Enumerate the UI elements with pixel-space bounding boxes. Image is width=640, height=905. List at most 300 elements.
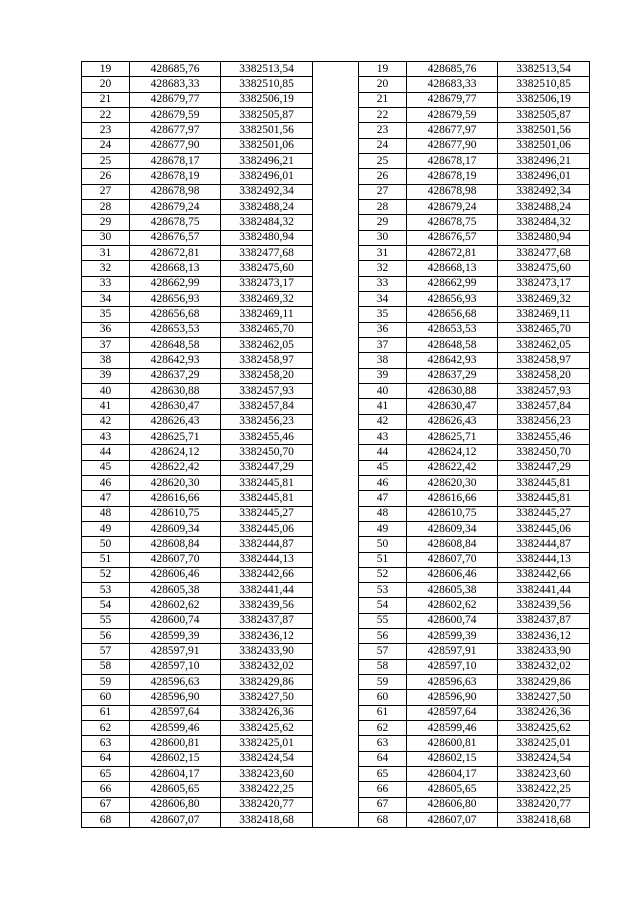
right-y-coordinate-cell: 3382501,06	[498, 138, 590, 153]
right-point-number-cell: 39	[359, 368, 407, 383]
left-point-number-cell: 62	[82, 721, 130, 736]
left-x-coordinate-cell: 428620,30	[130, 475, 221, 490]
left-point-number-cell: 52	[82, 567, 130, 582]
right-point-number-cell: 66	[359, 782, 407, 797]
right-x-coordinate-cell: 428605,65	[407, 782, 498, 797]
column-gap	[313, 506, 359, 521]
table-row	[82, 491, 590, 506]
left-y-coordinate-cell: 3382469,32	[221, 291, 313, 306]
left-x-coordinate-cell: 428678,75	[130, 215, 221, 230]
right-x-coordinate-cell: 428597,64	[407, 705, 498, 720]
left-y-coordinate-cell: 3382457,93	[221, 383, 313, 398]
left-y-coordinate-cell: 3382455,46	[221, 429, 313, 444]
right-y-coordinate-cell: 3382456,23	[498, 414, 590, 429]
right-x-coordinate-cell: 428610,75	[407, 506, 498, 521]
right-y-coordinate-cell: 3382513,54	[498, 62, 590, 77]
right-point-number-cell: 36	[359, 322, 407, 337]
left-point-number-cell: 38	[82, 353, 130, 368]
column-gap	[313, 751, 359, 766]
right-x-coordinate-cell: 428637,29	[407, 368, 498, 383]
left-x-coordinate-cell: 428648,58	[130, 337, 221, 352]
right-y-coordinate-cell: 3382427,50	[498, 690, 590, 705]
table-row	[82, 245, 590, 260]
left-y-coordinate-cell: 3382445,27	[221, 506, 313, 521]
column-gap	[313, 767, 359, 782]
right-y-coordinate-cell: 3382436,12	[498, 629, 590, 644]
coordinates-table	[81, 61, 590, 828]
right-point-number-cell: 22	[359, 107, 407, 122]
left-y-coordinate-cell: 3382436,12	[221, 629, 313, 644]
right-point-number-cell: 62	[359, 721, 407, 736]
table-row	[82, 659, 590, 674]
column-gap	[313, 445, 359, 460]
left-y-coordinate-cell: 3382488,24	[221, 199, 313, 214]
column-gap	[313, 138, 359, 153]
left-x-coordinate-cell: 428599,46	[130, 721, 221, 736]
left-x-coordinate-cell: 428679,77	[130, 92, 221, 107]
right-y-coordinate-cell: 3382458,20	[498, 368, 590, 383]
right-x-coordinate-cell: 428679,24	[407, 199, 498, 214]
right-y-coordinate-cell: 3382424,54	[498, 751, 590, 766]
left-x-coordinate-cell: 428685,76	[130, 62, 221, 77]
left-x-coordinate-cell: 428630,88	[130, 383, 221, 398]
left-point-number-cell: 29	[82, 215, 130, 230]
right-x-coordinate-cell: 428616,66	[407, 491, 498, 506]
column-gap	[313, 337, 359, 352]
right-y-coordinate-cell: 3382445,81	[498, 475, 590, 490]
left-point-number-cell: 46	[82, 475, 130, 490]
column-gap	[313, 491, 359, 506]
right-y-coordinate-cell: 3382444,87	[498, 537, 590, 552]
right-x-coordinate-cell: 428668,13	[407, 261, 498, 276]
right-x-coordinate-cell: 428605,38	[407, 583, 498, 598]
right-x-coordinate-cell: 428678,75	[407, 215, 498, 230]
table-row	[82, 629, 590, 644]
left-point-number-cell: 63	[82, 736, 130, 751]
left-point-number-cell: 58	[82, 659, 130, 674]
right-y-coordinate-cell: 3382506,19	[498, 92, 590, 107]
right-x-coordinate-cell: 428685,76	[407, 62, 498, 77]
table-row	[82, 153, 590, 168]
left-point-number-cell: 60	[82, 690, 130, 705]
right-x-coordinate-cell: 428672,81	[407, 245, 498, 260]
right-y-coordinate-cell: 3382480,94	[498, 230, 590, 245]
right-point-number-cell: 24	[359, 138, 407, 153]
right-x-coordinate-cell: 428599,46	[407, 721, 498, 736]
right-x-coordinate-cell: 428606,46	[407, 567, 498, 582]
right-y-coordinate-cell: 3382457,84	[498, 399, 590, 414]
column-gap	[313, 567, 359, 582]
left-point-number-cell: 50	[82, 537, 130, 552]
right-y-coordinate-cell: 3382501,56	[498, 123, 590, 138]
left-point-number-cell: 40	[82, 383, 130, 398]
column-gap	[313, 475, 359, 490]
left-point-number-cell: 42	[82, 414, 130, 429]
right-y-coordinate-cell: 3382455,46	[498, 429, 590, 444]
column-gap	[313, 322, 359, 337]
table-row	[82, 199, 590, 214]
right-y-coordinate-cell: 3382437,87	[498, 613, 590, 628]
left-x-coordinate-cell: 428600,81	[130, 736, 221, 751]
left-point-number-cell: 59	[82, 675, 130, 690]
right-point-number-cell: 27	[359, 184, 407, 199]
left-point-number-cell: 56	[82, 629, 130, 644]
left-y-coordinate-cell: 3382427,50	[221, 690, 313, 705]
left-y-coordinate-cell: 3382433,90	[221, 644, 313, 659]
right-y-coordinate-cell: 3382442,66	[498, 567, 590, 582]
right-point-number-cell: 67	[359, 797, 407, 812]
right-x-coordinate-cell: 428648,58	[407, 337, 498, 352]
left-point-number-cell: 26	[82, 169, 130, 184]
right-point-number-cell: 37	[359, 337, 407, 352]
right-y-coordinate-cell: 3382432,02	[498, 659, 590, 674]
column-gap	[313, 583, 359, 598]
table-row	[82, 767, 590, 782]
left-y-coordinate-cell: 3382505,87	[221, 107, 313, 122]
left-point-number-cell: 34	[82, 291, 130, 306]
right-y-coordinate-cell: 3382458,97	[498, 353, 590, 368]
right-x-coordinate-cell: 428625,71	[407, 429, 498, 444]
right-x-coordinate-cell: 428607,70	[407, 552, 498, 567]
right-y-coordinate-cell: 3382457,93	[498, 383, 590, 398]
left-y-coordinate-cell: 3382501,06	[221, 138, 313, 153]
right-point-number-cell: 57	[359, 644, 407, 659]
right-point-number-cell: 56	[359, 629, 407, 644]
left-x-coordinate-cell: 428679,24	[130, 199, 221, 214]
left-x-coordinate-cell: 428597,64	[130, 705, 221, 720]
right-y-coordinate-cell: 3382420,77	[498, 797, 590, 812]
left-y-coordinate-cell: 3382423,60	[221, 767, 313, 782]
right-x-coordinate-cell: 428604,17	[407, 767, 498, 782]
column-gap	[313, 521, 359, 536]
left-x-coordinate-cell: 428616,66	[130, 491, 221, 506]
left-x-coordinate-cell: 428622,42	[130, 460, 221, 475]
column-gap	[313, 598, 359, 613]
right-x-coordinate-cell: 428678,98	[407, 184, 498, 199]
right-point-number-cell: 28	[359, 199, 407, 214]
table-row	[82, 123, 590, 138]
right-point-number-cell: 42	[359, 414, 407, 429]
right-y-coordinate-cell: 3382447,29	[498, 460, 590, 475]
left-x-coordinate-cell: 428596,63	[130, 675, 221, 690]
right-y-coordinate-cell: 3382439,56	[498, 598, 590, 613]
left-x-coordinate-cell: 428678,19	[130, 169, 221, 184]
table-row	[82, 460, 590, 475]
column-gap	[313, 153, 359, 168]
right-y-coordinate-cell: 3382469,11	[498, 307, 590, 322]
left-y-coordinate-cell: 3382477,68	[221, 245, 313, 260]
left-x-coordinate-cell: 428607,70	[130, 552, 221, 567]
right-y-coordinate-cell: 3382445,06	[498, 521, 590, 536]
left-x-coordinate-cell: 428602,62	[130, 598, 221, 613]
left-x-coordinate-cell: 428676,57	[130, 230, 221, 245]
left-y-coordinate-cell: 3382510,85	[221, 77, 313, 92]
left-x-coordinate-cell: 428630,47	[130, 399, 221, 414]
left-point-number-cell: 51	[82, 552, 130, 567]
right-point-number-cell: 68	[359, 813, 407, 828]
column-gap	[313, 399, 359, 414]
column-gap	[313, 414, 359, 429]
right-point-number-cell: 50	[359, 537, 407, 552]
column-gap	[313, 705, 359, 720]
left-y-coordinate-cell: 3382480,94	[221, 230, 313, 245]
table-row	[82, 690, 590, 705]
right-x-coordinate-cell: 428626,43	[407, 414, 498, 429]
right-x-coordinate-cell: 428622,42	[407, 460, 498, 475]
left-point-number-cell: 48	[82, 506, 130, 521]
right-y-coordinate-cell: 3382510,85	[498, 77, 590, 92]
right-point-number-cell: 26	[359, 169, 407, 184]
right-point-number-cell: 33	[359, 276, 407, 291]
right-point-number-cell: 49	[359, 521, 407, 536]
left-y-coordinate-cell: 3382426,36	[221, 705, 313, 720]
table-row	[82, 383, 590, 398]
right-point-number-cell: 54	[359, 598, 407, 613]
left-y-coordinate-cell: 3382425,62	[221, 721, 313, 736]
right-x-coordinate-cell: 428653,53	[407, 322, 498, 337]
column-gap	[313, 383, 359, 398]
right-point-number-cell: 21	[359, 92, 407, 107]
left-y-coordinate-cell: 3382458,97	[221, 353, 313, 368]
table-row	[82, 92, 590, 107]
left-x-coordinate-cell: 428678,17	[130, 153, 221, 168]
left-x-coordinate-cell: 428624,12	[130, 445, 221, 460]
column-gap	[313, 276, 359, 291]
column-gap	[313, 813, 359, 828]
right-point-number-cell: 58	[359, 659, 407, 674]
right-point-number-cell: 65	[359, 767, 407, 782]
right-y-coordinate-cell: 3382475,60	[498, 261, 590, 276]
right-y-coordinate-cell: 3382418,68	[498, 813, 590, 828]
left-x-coordinate-cell: 428668,13	[130, 261, 221, 276]
column-gap	[313, 797, 359, 812]
left-point-number-cell: 24	[82, 138, 130, 153]
right-y-coordinate-cell: 3382477,68	[498, 245, 590, 260]
left-x-coordinate-cell: 428679,59	[130, 107, 221, 122]
column-gap	[313, 552, 359, 567]
left-point-number-cell: 23	[82, 123, 130, 138]
right-y-coordinate-cell: 3382441,44	[498, 583, 590, 598]
right-point-number-cell: 64	[359, 751, 407, 766]
table-row	[82, 107, 590, 122]
left-x-coordinate-cell: 428609,34	[130, 521, 221, 536]
table-row	[82, 353, 590, 368]
right-point-number-cell: 25	[359, 153, 407, 168]
column-gap	[313, 721, 359, 736]
right-y-coordinate-cell: 3382422,25	[498, 782, 590, 797]
column-gap	[313, 353, 359, 368]
column-gap	[313, 77, 359, 92]
left-y-coordinate-cell: 3382444,87	[221, 537, 313, 552]
left-point-number-cell: 27	[82, 184, 130, 199]
right-x-coordinate-cell: 428596,90	[407, 690, 498, 705]
left-point-number-cell: 33	[82, 276, 130, 291]
left-x-coordinate-cell: 428656,68	[130, 307, 221, 322]
right-point-number-cell: 35	[359, 307, 407, 322]
column-gap	[313, 368, 359, 383]
right-point-number-cell: 34	[359, 291, 407, 306]
right-x-coordinate-cell: 428677,97	[407, 123, 498, 138]
right-y-coordinate-cell: 3382462,05	[498, 337, 590, 352]
left-y-coordinate-cell: 3382424,54	[221, 751, 313, 766]
right-x-coordinate-cell: 428606,80	[407, 797, 498, 812]
left-point-number-cell: 53	[82, 583, 130, 598]
left-x-coordinate-cell: 428597,91	[130, 644, 221, 659]
right-point-number-cell: 55	[359, 613, 407, 628]
column-gap	[313, 261, 359, 276]
left-y-coordinate-cell: 3382444,13	[221, 552, 313, 567]
right-point-number-cell: 51	[359, 552, 407, 567]
column-gap	[313, 690, 359, 705]
left-y-coordinate-cell: 3382445,81	[221, 475, 313, 490]
right-x-coordinate-cell: 428600,81	[407, 736, 498, 751]
left-y-coordinate-cell: 3382484,32	[221, 215, 313, 230]
column-gap	[313, 307, 359, 322]
right-y-coordinate-cell: 3382423,60	[498, 767, 590, 782]
table-row	[82, 445, 590, 460]
table-row	[82, 307, 590, 322]
left-y-coordinate-cell: 3382475,60	[221, 261, 313, 276]
column-gap	[313, 613, 359, 628]
table-row	[82, 322, 590, 337]
left-x-coordinate-cell: 428677,97	[130, 123, 221, 138]
left-y-coordinate-cell: 3382420,77	[221, 797, 313, 812]
left-x-coordinate-cell: 428599,39	[130, 629, 221, 644]
column-gap	[313, 230, 359, 245]
table-row	[82, 261, 590, 276]
column-gap	[313, 629, 359, 644]
right-point-number-cell: 29	[359, 215, 407, 230]
right-y-coordinate-cell: 3382444,13	[498, 552, 590, 567]
left-point-number-cell: 44	[82, 445, 130, 460]
right-x-coordinate-cell: 428608,84	[407, 537, 498, 552]
left-y-coordinate-cell: 3382501,56	[221, 123, 313, 138]
left-point-number-cell: 31	[82, 245, 130, 260]
table-row	[82, 506, 590, 521]
left-point-number-cell: 47	[82, 491, 130, 506]
column-gap	[313, 107, 359, 122]
column-gap	[313, 675, 359, 690]
right-point-number-cell: 31	[359, 245, 407, 260]
right-y-coordinate-cell: 3382505,87	[498, 107, 590, 122]
table-row	[82, 751, 590, 766]
table-row	[82, 291, 590, 306]
right-x-coordinate-cell: 428597,91	[407, 644, 498, 659]
column-gap	[313, 644, 359, 659]
left-y-coordinate-cell: 3382429,86	[221, 675, 313, 690]
right-y-coordinate-cell: 3382425,01	[498, 736, 590, 751]
left-x-coordinate-cell: 428678,98	[130, 184, 221, 199]
table-row	[82, 215, 590, 230]
table-row	[82, 705, 590, 720]
left-point-number-cell: 21	[82, 92, 130, 107]
column-gap	[313, 460, 359, 475]
right-point-number-cell: 40	[359, 383, 407, 398]
left-x-coordinate-cell: 428602,15	[130, 751, 221, 766]
left-x-coordinate-cell: 428605,38	[130, 583, 221, 598]
right-x-coordinate-cell: 428607,07	[407, 813, 498, 828]
left-y-coordinate-cell: 3382447,29	[221, 460, 313, 475]
table-row	[82, 230, 590, 245]
column-gap	[313, 245, 359, 260]
right-point-number-cell: 45	[359, 460, 407, 475]
column-gap	[313, 736, 359, 751]
right-y-coordinate-cell: 3382484,32	[498, 215, 590, 230]
left-point-number-cell: 54	[82, 598, 130, 613]
left-y-coordinate-cell: 3382457,84	[221, 399, 313, 414]
left-point-number-cell: 65	[82, 767, 130, 782]
left-point-number-cell: 67	[82, 797, 130, 812]
left-point-number-cell: 36	[82, 322, 130, 337]
left-x-coordinate-cell: 428677,90	[130, 138, 221, 153]
left-x-coordinate-cell: 428653,53	[130, 322, 221, 337]
right-point-number-cell: 20	[359, 77, 407, 92]
left-y-coordinate-cell: 3382496,21	[221, 153, 313, 168]
table-row	[82, 62, 590, 77]
column-gap	[313, 659, 359, 674]
left-x-coordinate-cell: 428606,80	[130, 797, 221, 812]
table-row	[82, 399, 590, 414]
left-point-number-cell: 66	[82, 782, 130, 797]
right-point-number-cell: 44	[359, 445, 407, 460]
right-point-number-cell: 59	[359, 675, 407, 690]
left-y-coordinate-cell: 3382492,34	[221, 184, 313, 199]
left-y-coordinate-cell: 3382469,11	[221, 307, 313, 322]
left-point-number-cell: 30	[82, 230, 130, 245]
left-point-number-cell: 39	[82, 368, 130, 383]
right-y-coordinate-cell: 3382450,70	[498, 445, 590, 460]
right-x-coordinate-cell: 428679,59	[407, 107, 498, 122]
table-row	[82, 675, 590, 690]
right-y-coordinate-cell: 3382473,17	[498, 276, 590, 291]
right-x-coordinate-cell: 428600,74	[407, 613, 498, 628]
right-y-coordinate-cell: 3382469,32	[498, 291, 590, 306]
right-y-coordinate-cell: 3382433,90	[498, 644, 590, 659]
right-x-coordinate-cell: 428602,62	[407, 598, 498, 613]
left-point-number-cell: 28	[82, 199, 130, 214]
left-point-number-cell: 57	[82, 644, 130, 659]
table-row	[82, 721, 590, 736]
left-point-number-cell: 37	[82, 337, 130, 352]
right-x-coordinate-cell: 428630,47	[407, 399, 498, 414]
left-point-number-cell: 22	[82, 107, 130, 122]
left-y-coordinate-cell: 3382445,81	[221, 491, 313, 506]
right-point-number-cell: 61	[359, 705, 407, 720]
table-row	[82, 736, 590, 751]
table-row	[82, 644, 590, 659]
right-x-coordinate-cell: 428620,30	[407, 475, 498, 490]
left-point-number-cell: 55	[82, 613, 130, 628]
column-gap	[313, 169, 359, 184]
table-row	[82, 583, 590, 598]
left-point-number-cell: 49	[82, 521, 130, 536]
left-y-coordinate-cell: 3382506,19	[221, 92, 313, 107]
table-row	[82, 429, 590, 444]
left-y-coordinate-cell: 3382432,02	[221, 659, 313, 674]
table-row	[82, 521, 590, 536]
column-gap	[313, 782, 359, 797]
right-point-number-cell: 43	[359, 429, 407, 444]
left-point-number-cell: 68	[82, 813, 130, 828]
left-y-coordinate-cell: 3382418,68	[221, 813, 313, 828]
column-gap	[313, 199, 359, 214]
right-point-number-cell: 30	[359, 230, 407, 245]
left-x-coordinate-cell: 428683,33	[130, 77, 221, 92]
right-point-number-cell: 32	[359, 261, 407, 276]
right-x-coordinate-cell: 428676,57	[407, 230, 498, 245]
table-row	[82, 475, 590, 490]
right-point-number-cell: 23	[359, 123, 407, 138]
